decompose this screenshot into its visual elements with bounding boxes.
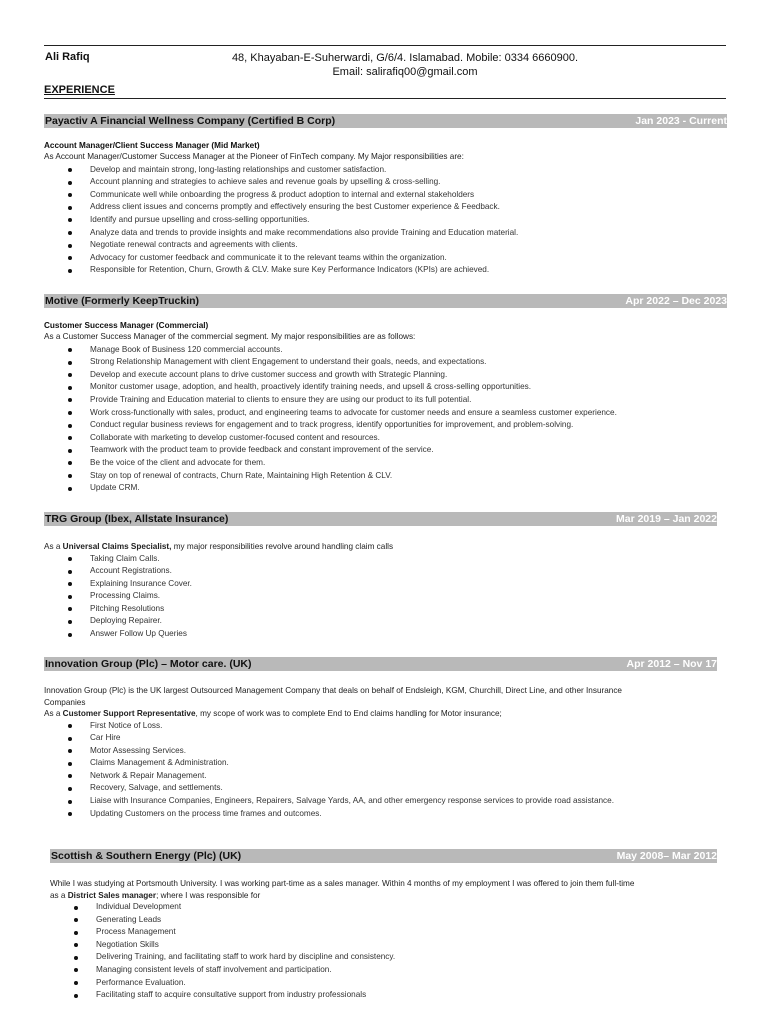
job-dates: Jan 2023 - Current [635,115,727,127]
list-item: Update CRM. [90,482,727,495]
list-item: Manage Book of Business 120 commercial accounts. [90,344,727,357]
contact-address: 48, Khayaban-E-Suherwardi, G/6/4. Islamabad. Mobile: 0334 6660900. [231,52,579,64]
job-dates: Apr 2022 – Dec 2023 [625,295,727,307]
company-bar [44,657,717,671]
company-bar [44,512,717,526]
list-item: Work cross-functionally with sales, product, and engineering teams to advocate for customer needs and ensure a seamless customer experience. [90,407,727,420]
list-item: Responsible for Retention, Churn, Growth & CLV. Make sure Key Performance Indicators (KPIs) are achieved. [90,264,727,277]
list-item: Negotiation Skills [96,939,717,952]
list-item: Process Management [96,926,717,939]
company-name: Payactiv A Financial Wellness Company (Certified B Corp) [45,115,336,127]
list-item: Monitor customer usage, adoption, and health, proactively identify training needs, and upsell & cross-selling opportunities. [90,381,727,394]
list-item: Develop and maintain strong, long-lasting relationships and customer satisfaction. [90,164,727,177]
list-item: Delivering Training, and facilitating staff to work hard by discipline and consistency. [96,951,717,964]
job-section-trg [44,512,717,641]
list-item: Address client issues and concerns promptly and effectively ensuring the best Customer experience & Feedback. [90,201,727,214]
job-intro: As a Customer Success Manager of the commercial segment. My major responsibilities are as follows: [44,332,416,341]
list-item: Recovery, Salvage, and settlements. [90,782,717,795]
list-item: Identify and pursue upselling and cross-selling opportunities. [90,214,727,227]
list-item: First Notice of Loss. [90,720,717,733]
responsibility-list [44,164,727,277]
list-item: Motor Assessing Services. [90,745,717,758]
company-name: Motive (Formerly KeepTruckin) [45,295,200,307]
divider [44,98,726,99]
list-item: Analyze data and trends to provide insights and make recommendations also provide Training and Education material. [90,227,727,240]
list-item: Answer Follow Up Queries [90,628,717,641]
list-item: Communicate well while onboarding the progress & product adoption to internal and external stakeholders [90,189,727,202]
job-role: Customer Success Manager (Commercial) [44,321,209,330]
list-item: Deploying Repairer. [90,615,717,628]
job-intro: As a Customer Support Representative, my scope of work was to complete End to End claims handling for Motor insurance; [44,709,502,718]
job-dates: Mar 2019 – Jan 2022 [616,513,717,525]
job-intro: As Account Manager/Customer Success Manager at the Pioneer of FinTech company. My Major responsibilities are: [44,152,464,161]
job-section-motive [44,294,727,495]
job-intro-line: While I was studying at Portsmouth University. I was working part-time as a sales manager. Within 4 months of my employment I was offered to join them full-time [50,879,635,888]
company-bar [44,294,727,308]
list-item: Provide Training and Education material to clients to ensure they are using our product to its full potential. [90,394,727,407]
list-item: Explaining Insurance Cover. [90,578,717,591]
responsibility-list [44,720,717,821]
company-name: TRG Group (Ibex, Allstate Insurance) [45,513,229,525]
experience-heading: EXPERIENCE [44,84,115,96]
contact-email: Email: salirafiq00@gmail.com [332,66,478,78]
resume-header [44,45,726,84]
list-item: Individual Development [96,901,717,914]
list-item: Negotiate renewal contracts and agreements with clients. [90,239,727,252]
job-dates: Apr 2012 – Nov 17 [626,658,717,670]
job-role: Account Manager/Client Success Manager (Mid Market) [44,141,260,150]
list-item: Advocacy for customer feedback and communicate it to the relevant teams within the organization. [90,252,727,265]
list-item: Teamwork with the product team to provide feedback and constant improvement of the service. [90,444,727,457]
list-item: Strong Relationship Management with client Engagement to understand their goals, needs, and expectations. [90,356,727,369]
list-item: Generating Leads [96,914,717,927]
list-item: Performance Evaluation. [96,977,717,990]
company-bar [44,114,727,128]
list-item: Develop and execute account plans to drive customer success and growth with Strategic Planning. [90,369,727,382]
list-item: Updating Customers on the process time frames and outcomes. [90,808,717,821]
list-item: Car Hire [90,732,717,745]
list-item: Stay on top of renewal of contracts, Churn Rate, Maintaining High Retention & CLV. [90,470,727,483]
responsibility-list [50,901,717,1002]
list-item: Taking Claim Calls. [90,553,717,566]
list-item: Account Registrations. [90,565,717,578]
job-section-sse [50,849,717,1002]
list-item: Managing consistent levels of staff involvement and participation. [96,964,717,977]
list-item: Account planning and strategies to achieve sales and revenue goals by upselling & cross-selling. [90,176,727,189]
list-item: Facilitating staff to acquire consultative support from industry professionals [96,989,717,1002]
company-name: Innovation Group (Plc) – Motor care. (UK) [45,658,252,670]
responsibility-list [44,553,717,641]
job-intro-line: Companies [44,697,86,707]
job-section-payactiv [44,114,727,277]
company-name: Scottish & Southern Energy (Plc) (UK) [51,850,242,862]
list-item: Network & Repair Management. [90,770,717,783]
job-dates: May 2008– Mar 2012 [616,850,717,862]
list-item: Processing Claims. [90,590,717,603]
job-intro: As a Universal Claims Specialist, my major responsibilities revolve around handling claim calls [44,542,394,551]
list-item: Claims Management & Administration. [90,757,717,770]
list-item: Collaborate with marketing to develop customer-focused content and resources. [90,432,727,445]
candidate-name: Ali Rafiq [45,51,90,63]
list-item: Pitching Resolutions [90,603,717,616]
list-item: Be the voice of the client and advocate for them. [90,457,727,470]
job-intro-line: Innovation Group (Plc) is the UK largest Outsourced Management Company that deals on behalf of Endsleigh, KGM, Churchill, Direct Line, and other Insurance [44,686,622,695]
responsibility-list [44,344,727,495]
job-intro: as a District Sales manager; where I was responsible for [50,890,261,900]
list-item: Conduct regular business reviews for engagement and to track progress, identify opportunities for improvement, and problem-solving. [90,419,727,432]
company-bar [50,849,717,863]
list-item: Liaise with Insurance Companies, Engineers, Repairers, Salvage Yards, AA, and other emergency response services to provide road assistance. [90,795,717,808]
job-section-innovation [44,657,717,820]
